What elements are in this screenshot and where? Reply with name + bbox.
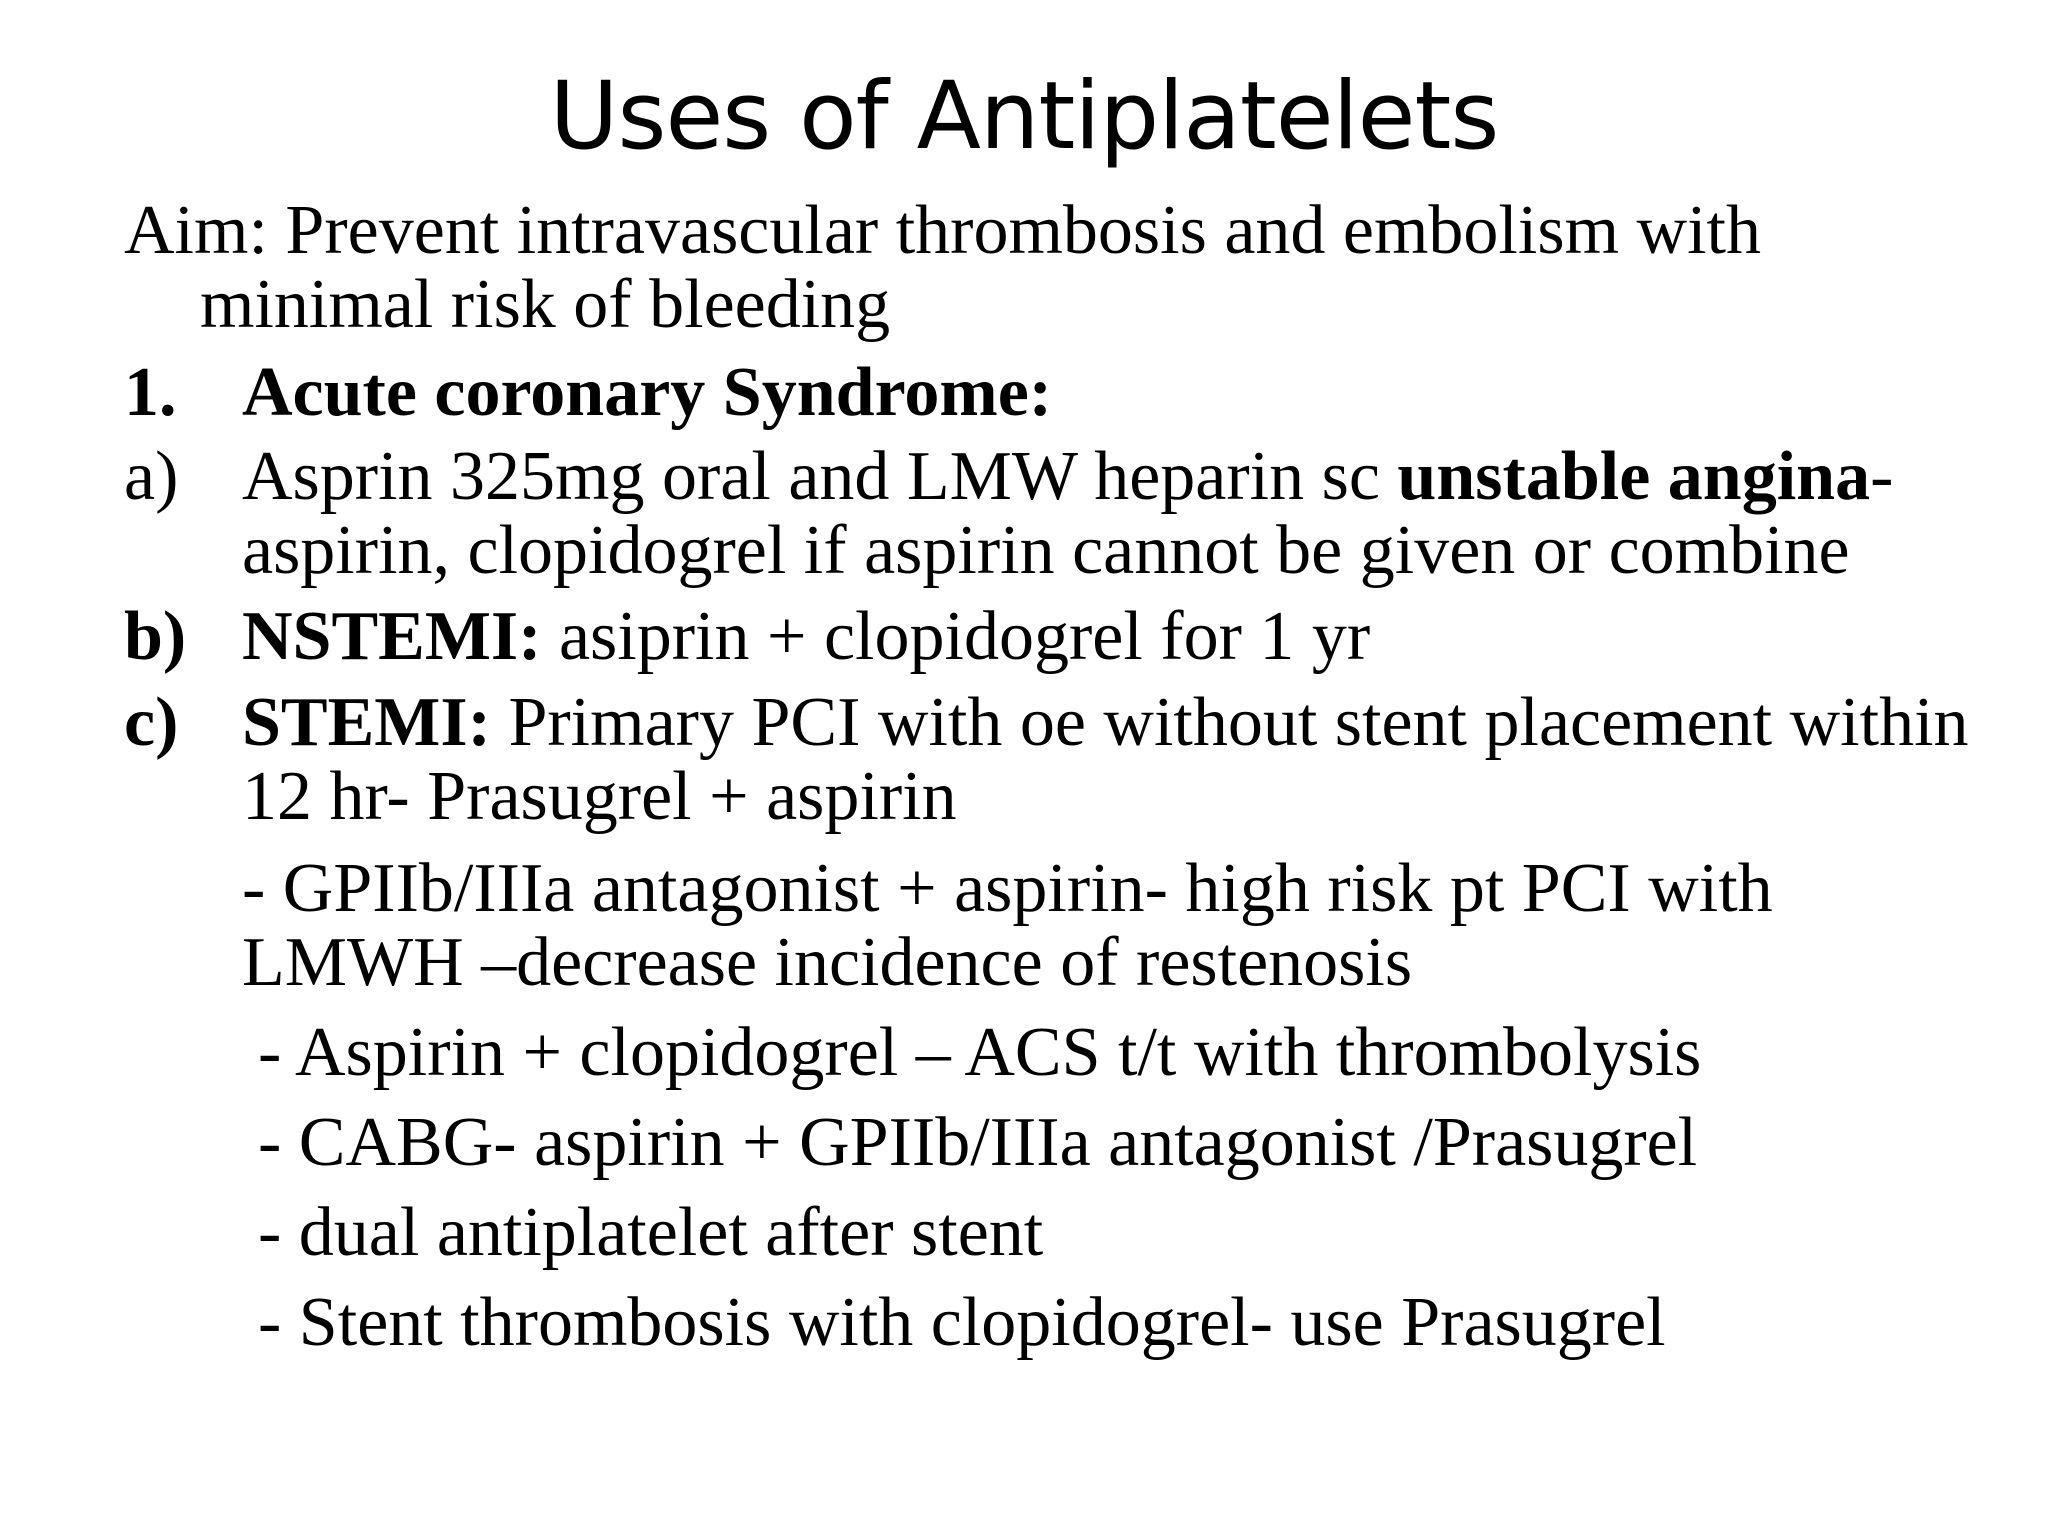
slide-body: [124, 194, 2004, 1360]
slide-title: Uses of Antiplatelets: [549, 62, 1499, 171]
sub-point: - Aspirin + clopidogrel – ACS t/t with thrombolysis: [258, 1014, 1702, 1091]
list-item-c: [124, 686, 2004, 834]
list-item-text: asiprin + clopidogrel for 1 yr: [541, 598, 1371, 675]
list-item-emphasis: STEMI:: [242, 684, 491, 761]
aim-statement: Aim: Prevent intravascular thrombosis and embolism with minimal risk of bleeding: [124, 192, 1761, 343]
list-item-emphasis: NSTEMI:: [242, 598, 542, 675]
list-item-emphasis: unstable angina: [1397, 438, 1871, 515]
list-item-text: - aspirin, clopidogrel if aspirin cannot be given or combine: [242, 438, 1894, 589]
list-item-b: [124, 600, 2004, 674]
sub-point: - GPIIb/IIIa antagonist + aspirin- high risk pt PCI with LMWH –decrease incidence of restenosis: [242, 850, 1773, 1001]
list-item-text: Asprin 325mg oral and LMW heparin sc: [242, 438, 1398, 515]
list-item-text: Primary PCI with oe without stent placement within 12 hr- Prasugrel + aspirin: [242, 684, 1969, 835]
sub-point: - dual antiplatelet after stent: [258, 1194, 1044, 1271]
list-item-a: [124, 440, 2004, 588]
list-marker: b): [124, 598, 187, 675]
sub-point: - CABG- aspirin + GPIIb/IIIa antagonist /Prasugrel: [258, 1104, 1698, 1181]
list-heading-acs: [124, 356, 2004, 430]
sub-point: - Stent thrombosis with clopidogrel- use Prasugrel: [258, 1284, 1666, 1361]
list-heading-text: Acute coronary Syndrome:: [242, 354, 1053, 431]
list-marker: 1.: [124, 354, 177, 431]
list-marker: a): [124, 438, 179, 515]
list-marker: c): [124, 684, 179, 761]
